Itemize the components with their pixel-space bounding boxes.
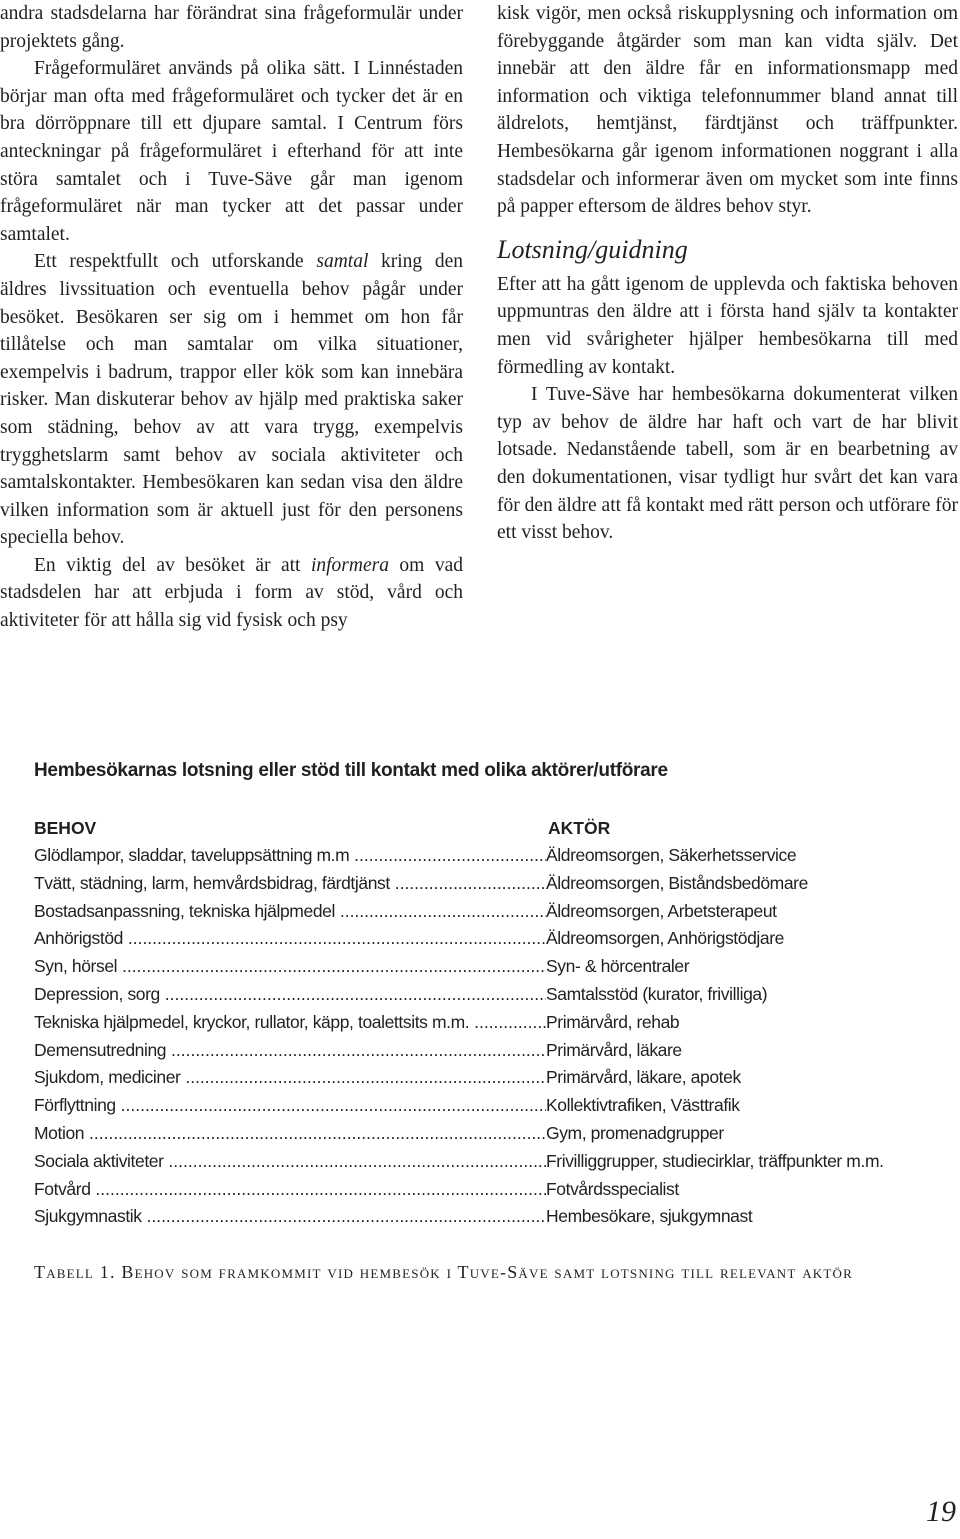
need-cell: Motion ..... bbox=[34, 1120, 546, 1148]
actor-cell: Äldreomsorgen, Anhörigstödjare bbox=[546, 928, 785, 949]
table-row bbox=[34, 898, 934, 926]
actor-cell: Samtalsstöd (kurator, frivilliga) bbox=[546, 983, 768, 1004]
header-need: BEHOV bbox=[34, 818, 97, 838]
table-row bbox=[34, 1037, 934, 1065]
table-row bbox=[34, 1120, 934, 1148]
section-heading: Lotsning/guidning bbox=[497, 234, 688, 264]
actor-cell: Äldreomsorgen, Säkerhetsservice bbox=[546, 845, 797, 865]
need-cell: Sjukgymnastik ..... bbox=[34, 1203, 546, 1231]
table-row bbox=[34, 953, 934, 981]
need-cell: Syn, hörsel ..... bbox=[34, 953, 546, 981]
actor-cell: Hembesökare, sjukgymnast bbox=[546, 1206, 753, 1227]
emphasis-informera: informera bbox=[310, 554, 389, 576]
paragraph: Efter att ha gått igenom de upplevda och faktiska behoven uppmuntras den äldre att i första hand själv ta kontakter men vid svårigheter hjälper hembesökarna till med förmedling av kontakt. bbox=[497, 273, 958, 378]
need-cell: Sociala aktiviteter ..... bbox=[34, 1148, 546, 1176]
paragraph: I Tuve-Säve har hembesökarna dokumenterat vilken typ av behov de äldre har haft och vart de har blivit lotsade. Nedanstående tabell, som är en bearbetning av den dokumentationen, visar tydligt hur svårt det kan vara för den äldre att få kontakt med rätt person och utförare för ett visst behov. bbox=[497, 384, 958, 544]
table-rows bbox=[34, 842, 934, 1231]
need-cell: Anhörigstöd ..... bbox=[34, 925, 546, 953]
table-row bbox=[34, 1064, 934, 1092]
need-cell: Tvätt, städning, larm, hemvårdsbidrag, färdtjänst ..... bbox=[34, 870, 546, 898]
paragraph: andra stadsdelarna har förändrat sina frågeformulär under projektets gång. bbox=[0, 3, 463, 52]
need-cell: Fotvård ..... bbox=[34, 1176, 546, 1204]
need-cell: Sjukdom, mediciner ..... bbox=[34, 1064, 546, 1092]
need-cell: Depression, sorg ..... bbox=[34, 981, 546, 1009]
paragraph bbox=[0, 248, 463, 552]
table-row bbox=[34, 1176, 934, 1204]
paragraph: kisk vigör, men också riskupplysning och information om förebyggande åtgärder som man kan vidta själv. Det innebär att den äldre får en informationsmapp med information och viktiga telefonnummer bland annat till äldrelots, hemtjänst, färdtjänst och träffpunkter. Hembesökarna går igenom informationen noggrant i alla stadsdelar och informerar även om mycket som inte finns på papper eftersom de äldres behov styr. bbox=[497, 3, 958, 218]
left-text-column bbox=[0, 0, 463, 635]
table-row bbox=[34, 1148, 934, 1176]
table-row bbox=[34, 1092, 934, 1120]
page-number: 19 bbox=[926, 1495, 956, 1528]
need-cell: Glödlampor, sladdar, taveluppsättning m.m ..... bbox=[34, 842, 546, 870]
paragraph-text: En viktig del av besöket är att bbox=[34, 554, 311, 576]
table-row bbox=[34, 1009, 934, 1037]
paragraph-text: om vad stadsdelen har att erbjuda i form av stöd, vård och aktiviteter för att hålla sig vid fysisk och psy bbox=[0, 554, 463, 632]
actor-cell: Primärvård, läkare, apotek bbox=[546, 1067, 741, 1088]
right-text-column bbox=[497, 0, 958, 547]
actor-cell: Fotvårdsspecialist bbox=[546, 1178, 679, 1199]
table-caption: Tabell 1. Behov som framkommit vid hembesök i Tuve-Säve samt lotsning till relevant aktör bbox=[34, 1262, 853, 1282]
actor-cell: Kollektivtrafiken, Västtrafik bbox=[546, 1095, 740, 1116]
header-actor: AKTÖR bbox=[548, 818, 611, 838]
paragraph-text: kring den äldres livssituation och eventuella behov pågår under besöket. Besökaren ser sig om i hemmet om hon får tillåtelse och man samtalar om vilka situationer, exempelvis i badrum, trappor eller kök som kan innebära risker. Man diskuterar behov av hjälp med praktiska saker som städning, behov av att vara trygg, exempelvis trygghetslarm samt behov av sociala aktiviteter och samtalskontakter. Hembesökaren kan sedan visa den äldre vilken information som är aktuell just för den personens speciella behov. bbox=[0, 251, 463, 549]
need-cell: Bostadsanpassning, tekniska hjälpmedel ..... bbox=[34, 898, 546, 926]
actor-cell: Gym, promenadgrupper bbox=[546, 1122, 724, 1143]
needs-table bbox=[34, 756, 934, 1231]
paragraph bbox=[0, 552, 463, 635]
emphasis-samtal: samtal bbox=[316, 251, 369, 273]
actor-cell: Primärvård, rehab bbox=[546, 1011, 680, 1032]
need-cell: Förflyttning ..... bbox=[34, 1092, 546, 1120]
actor-cell: Frivilliggrupper, studiecirklar, träffpunkter m.m. bbox=[546, 1150, 884, 1171]
paragraph-text: Ett respektfullt och utforskande bbox=[34, 251, 317, 273]
paragraph: Frågeformuläret används på olika sätt. I Linnéstaden börjar man ofta med frågeformuläret och tycker det är en bra dörröppnare till ett djupare samtal. I Centrum förs anteckningar på frågeformuläret i efterhand för att inte störa samtalet och i Tuve-Säve går man igenom frågeformuläret när man tycker att det passar under samtalet. bbox=[0, 58, 463, 245]
need-cell: Tekniska hjälpmedel, kryckor, rullator, käpp, toalettsits m.m. ..... bbox=[34, 1009, 546, 1037]
table-row bbox=[34, 842, 934, 870]
table-row bbox=[34, 981, 934, 1009]
table-title: Hembesökarnas lotsning eller stöd till kontakt med olika aktörer/utförare bbox=[34, 760, 668, 781]
table-row bbox=[34, 1203, 934, 1231]
actor-cell: Äldreomsorgen, Arbetsterapeut bbox=[546, 900, 777, 921]
table-header bbox=[34, 814, 934, 842]
actor-cell: Primärvård, läkare bbox=[546, 1039, 682, 1060]
actor-cell: Syn- & hörcentraler bbox=[546, 956, 690, 977]
table-row bbox=[34, 870, 934, 898]
need-cell: Demensutredning ..... bbox=[34, 1037, 546, 1065]
actor-cell: Äldreomsorgen, Biståndsbedömare bbox=[546, 872, 808, 893]
table-row bbox=[34, 925, 934, 953]
